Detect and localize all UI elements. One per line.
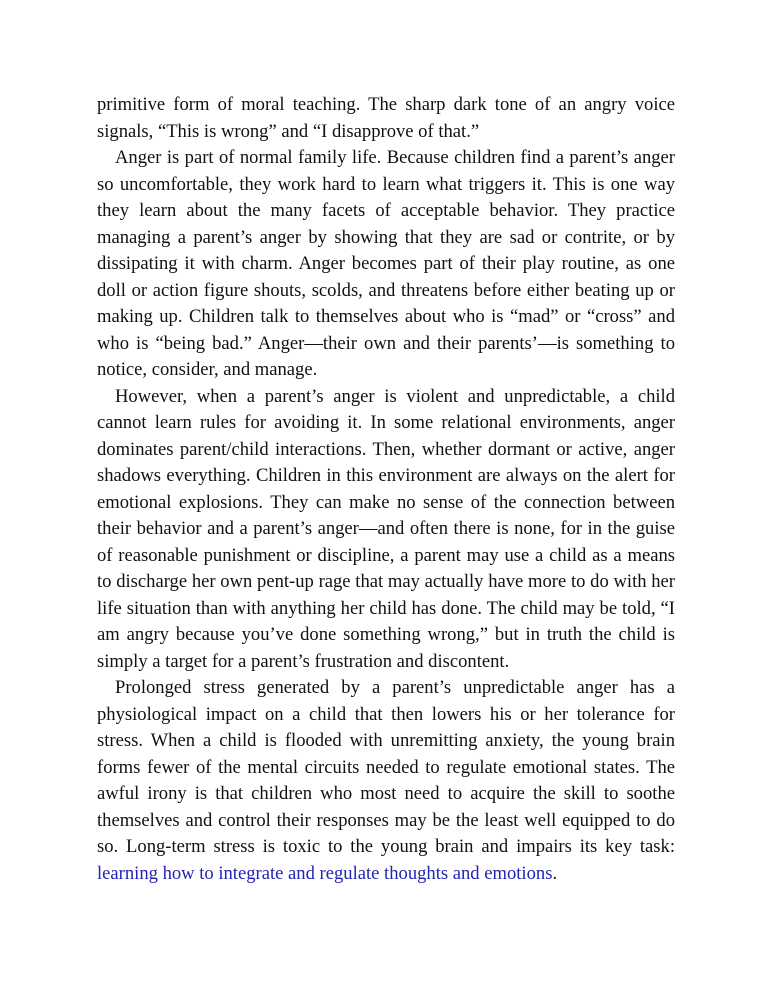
paragraph-2 xyxy=(97,145,675,384)
paragraph-3-text: However, when a parent’s anger is violent and unpredictable, a child cannot learn rules for avoiding it. In some relational environments, anger dominates parent/child interactions. Then, whether dormant or active, anger shadows everything. Children in this environment are always on the alert for emotional explosions. They can make no sense of the connection between their behavior and a parent’s anger—and often there is none, for in the guise of reasonable punishment or discipline, a parent may use a child as a means to discharge her own pent-up rage that may actually have more to do with her life situation than with anything her child has done. The child may be told, “I am angry because you’ve done something wrong,” but in truth the child is simply a target for a parent’s frustration and discontent. xyxy=(97,385,675,672)
paragraph-1-text: primitive form of moral teaching. The sharp dark tone of an angry voice signals, “This is wrong” and “I disapprove of that.” xyxy=(97,94,675,142)
paragraph-1 xyxy=(97,92,675,145)
paragraph-4-link[interactable]: learning how to integrate and regulate thoughts and emotions xyxy=(97,862,553,884)
book-page-body xyxy=(97,92,675,887)
paragraph-4-trailing: . xyxy=(552,862,558,884)
paragraph-2-text: Anger is part of normal family life. Because children find a parent’s anger so uncomfortable, they work hard to learn what triggers it. This is one way they learn about the many facets of acceptable behavior. They practice managing a parent’s anger by showing that they are sad or contrite, or by dissipating it with charm. Anger becomes part of their play routine, as one doll or action figure shouts, scolds, and threatens before either beating up or making up. Children talk to themselves about who is “mad” or “cross” and who is “being bad.” Anger—their own and their parents’—is something to notice, consider, and manage. xyxy=(97,147,675,380)
paragraph-4 xyxy=(97,675,675,887)
paragraph-3 xyxy=(97,384,675,676)
paragraph-4-text: Prolonged stress generated by a parent’s unpredictable anger has a physiological impact on a child that then lowers his or her tolerance for stress. When a child is flooded with unremitting anxiety, the young brain forms fewer of the mental circuits needed to regulate emotional states. The awful irony is that children who most need to acquire the skill to soothe themselves and control their responses may be the least well equipped to do so. Long-term stress is toxic to the young brain and impairs its key task: xyxy=(97,677,675,857)
